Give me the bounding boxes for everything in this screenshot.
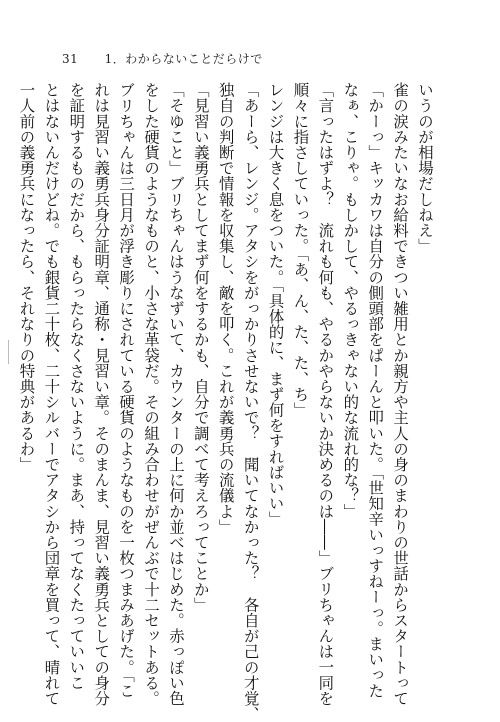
text-line: 「そゆこと」ブリちゃんはうなずいて、カウンターの上に何か並べはじめた。赤っぽい色 xyxy=(166,82,185,706)
page-edge-mark xyxy=(8,340,9,364)
text-line: 独自の判断で情報を収集し、敵を叩く。これが義勇兵の流儀よ」 xyxy=(216,82,235,535)
text-line: とはないんだけどね。でも銀貨二十枚、二十シルバーでアタシから団章を買って、晴れて xyxy=(42,82,61,706)
text-line: なぁ、こりゃ。もしかして、やるっきゃない的な流れ的な？」 xyxy=(341,82,360,519)
text-line: れは見習い義勇兵身分証明章、通称・見習い章。そのまんま、見習い義勇兵としての身分 xyxy=(92,82,111,706)
text-line: 一人前の義勇兵になったら、それなりの特典があるわ」 xyxy=(17,82,36,472)
text-line: レンジは大きく息をついた。「具体的に、まず何をすればいい」 xyxy=(266,82,285,527)
vertical-body-text xyxy=(14,82,437,722)
text-line: いうのが相場だしねえ」 xyxy=(416,82,434,254)
text-line: をした硬貨のようなものと、小さな革袋だ。その組み合わせがぜんぶで十二セットある。 xyxy=(142,82,161,706)
text-line: 「かーっ」キッカワは自分の側頭部をぱーんと叩いた。「世知辛いっすねーっ。まいった xyxy=(366,82,385,699)
text-line: ブリちゃんは三日月が浮き彫りにされている硬貨のようなものを一枚つまみあげた。「こ xyxy=(117,82,136,699)
text-line: 雀の涙みたいなお給料できつい雑用とか親方や主人の身のまわりの世話からスタートって xyxy=(391,82,410,706)
text-line: を証明するものだから、もらったらなくさないように。まあ、持ってなくたっていいこ xyxy=(67,82,86,691)
text-line: 「言ったはずよ？ 流れも何も、やるかやらないか決めるのは――」ブリちゃんは一同を xyxy=(316,82,335,706)
text-line: 「あーら、レンジ。アタシをがっかりさせないで？ 聞いてなかった？ 各自が己の才覚、 xyxy=(241,82,260,722)
text-line: 順々に指さしていった。「あ、ん、た、た、ち」 xyxy=(291,82,310,418)
page-number: 31 xyxy=(62,52,79,66)
chapter-title: 1．わからないことだらけで xyxy=(104,52,263,66)
text-line: 「見習い義勇兵としてまず何をするかも、自分で調べて考えろってことか」 xyxy=(191,82,210,613)
page-header xyxy=(62,50,263,67)
